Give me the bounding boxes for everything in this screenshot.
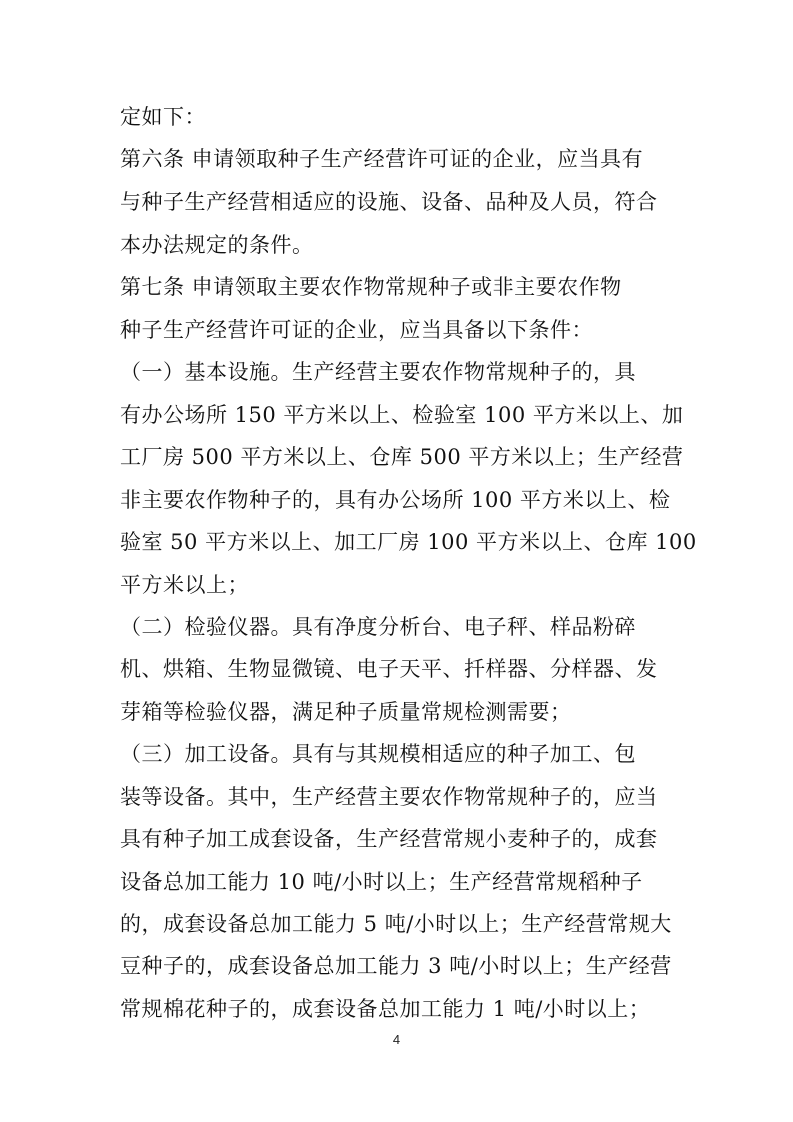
text-line: 种子生产经营许可证的企业，应当具备以下条件： (120, 318, 593, 342)
text-line: 验室 50 平方米以上、加工厂房 100 平方米以上、仓库 100 (120, 530, 697, 554)
text-line: 具有种子加工成套设备，生产经营常规小麦种子的，成套 (120, 827, 658, 851)
page-number: 4 (392, 1032, 401, 1047)
text-line: 定如下： (120, 105, 206, 129)
text-line: 工厂房 500 平方米以上、仓库 500 平方米以上；生产经营 (120, 445, 684, 469)
text-line: （一）基本设施。生产经营主要农作物常规种子的，具 (120, 360, 636, 384)
text-line: 非主要农作物种子的，具有办公场所 100 平方米以上、检 (120, 488, 671, 512)
text-line: 有办公场所 150 平方米以上、检验室 100 平方米以上、加 (120, 403, 684, 427)
text-line: 常规棉花种子的，成套设备总加工能力 1 吨/小时以上； (120, 997, 651, 1021)
text-line: 装等设备。其中，生产经营主要农作物常规种子的，应当 (120, 785, 658, 809)
text-line: 芽箱等检验仪器，满足种子质量常规检测需要； (120, 700, 572, 724)
text-line: 第七条 申请领取主要农作物常规种子或非主要农作物 (120, 275, 622, 299)
text-line: 设备总加工能力 10 吨/小时以上；生产经营常规稻种子 (120, 870, 643, 894)
text-line: 的，成套设备总加工能力 5 吨/小时以上；生产经营常规大 (120, 912, 672, 936)
text-line: 第六条 申请领取种子生产经营许可证的企业，应当具有 (120, 147, 644, 171)
text-line: 与种子生产经营相适应的设施、设备、品种及人员，符合 (120, 190, 658, 214)
text-line: （三）加工设备。具有与其规模相适应的种子加工、包 (120, 742, 636, 766)
text-line: （二）检验仪器。具有净度分析台、电子秤、样品粉碎 (120, 615, 636, 639)
text-line: 本办法规定的条件。 (120, 233, 314, 257)
text-line: 平方米以上； (120, 573, 249, 597)
text-line: 机、烘箱、生物显微镜、电子天平、扦样器、分样器、发 (120, 657, 658, 681)
text-line: 豆种子的，成套设备总加工能力 3 吨/小时以上；生产经营 (120, 954, 672, 978)
